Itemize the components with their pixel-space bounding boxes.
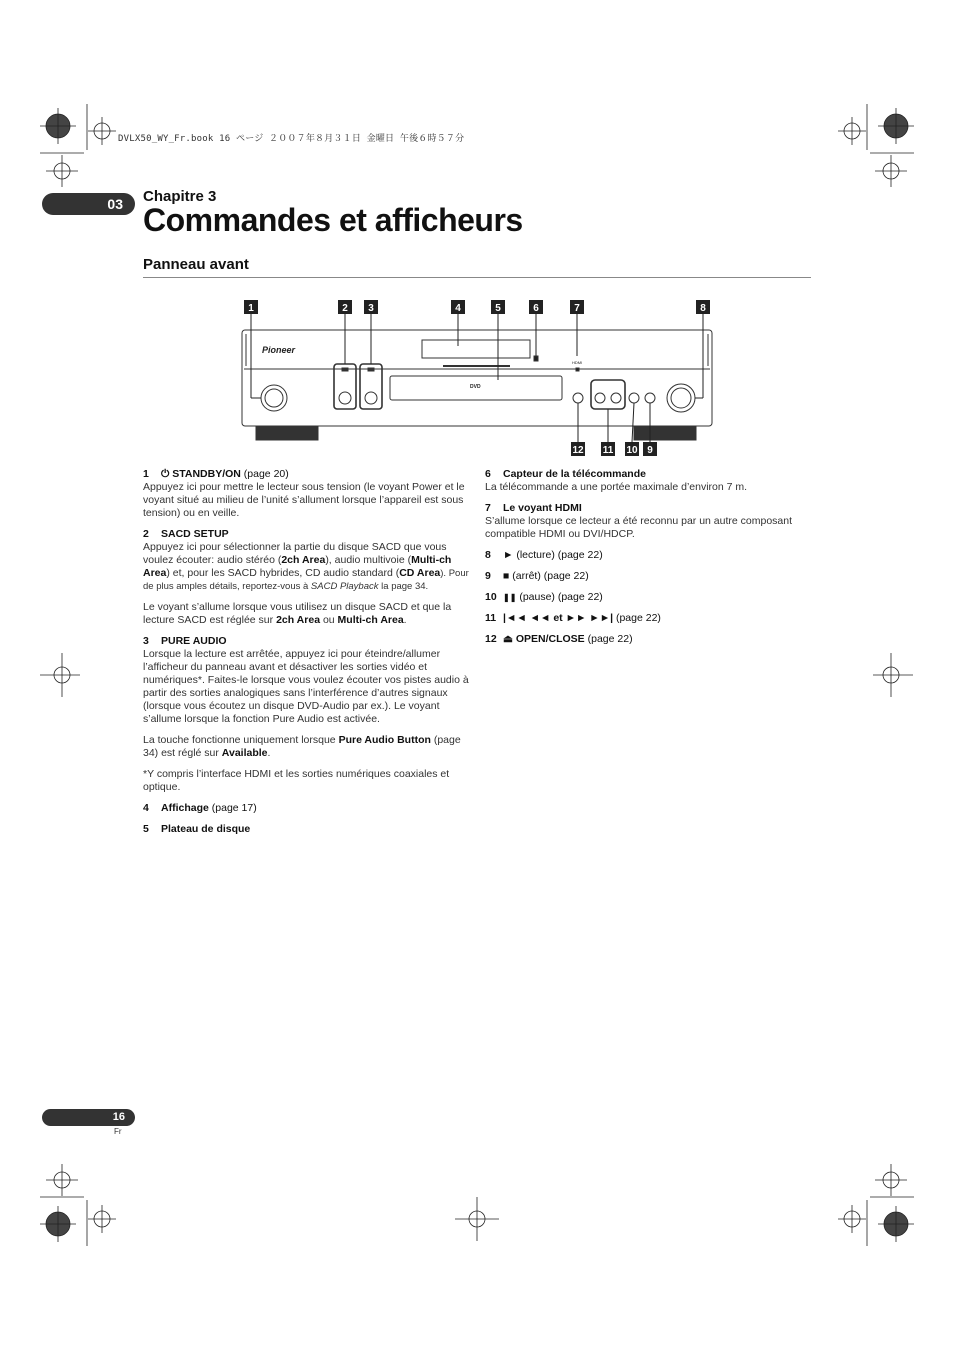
item-8-heading: 8 ► (lecture) (page 22) <box>485 549 603 561</box>
item-3-body-3: *Y compris l’interface HDMI et les sorties numériques coaxiales et optique. <box>143 768 450 793</box>
item-1-body: Appuyez ici pour mettre le lecteur sous tension (le voyant Power et le voyant situé au milieu de l’unité s’allument lorsque l’appareil est sous tension) ou en veille. <box>143 481 465 519</box>
pause-icon: ❚❚ <box>503 593 517 602</box>
item-7-body: S’allume lorsque ce lecteur a été reconnu par un autre composant compatible HDMI ou DVI/HDCP. <box>485 515 793 540</box>
foot-left <box>256 426 318 440</box>
item-6-heading: 6 Capteur de la télécommande <box>485 468 646 480</box>
stop-icon: ■ <box>503 570 510 582</box>
callout-5: 5 <box>495 303 501 314</box>
item-3-heading: 3 PURE AUDIO <box>143 635 227 647</box>
callout-9: 9 <box>647 445 653 456</box>
skip-scan-icons: |◄◄ ◄◄ et ►► ►►| <box>503 612 614 624</box>
callout-7: 7 <box>574 303 580 314</box>
eject-icon: ⏏ <box>503 633 513 645</box>
item-3-body-1: Lorsque la lecture est arrêtée, appuyez ici pour éteindre/allumer l’afficheur du panneau avant et désactiver les sorties vidéo et numériques*. Faites-le lorsque vous voulez écouter vos pistes audio à partir des sorties analogiques sans l’interférence d’autres signaux (lorsque vous écoutez un disque DVD-Audio par ex.). Le voyant s’allume lorsque la fonction Pure Audio est activée. <box>143 648 469 725</box>
item-6-body: La télécommande a une portée maximale d’environ 7 m. <box>485 481 748 493</box>
print-header: DVLX50_WY_Fr.book 16 ページ ２００７年８月３１日 金曜日 午後６時５７分 <box>118 134 465 144</box>
item-2-heading: 2 SACD SETUP <box>143 528 229 540</box>
item-2-body-1: Appuyez ici pour sélectionner la partie du disque SACD que vous voulez écouter: audio stéréo (2ch Area), audio multivoie (Multi-ch Area) et, pour les SACD hybrides, CD audio standard (CD Area). Pour de plus amples détails, reportez-vous à SACD Playback la page 34. <box>143 541 469 592</box>
callout-3: 3 <box>368 303 374 314</box>
foot-right <box>634 426 696 440</box>
hdmi-label: HDMI <box>572 360 583 365</box>
callout-1: 1 <box>248 303 254 314</box>
front-panel-diagram <box>238 296 718 462</box>
power-icon: ⏻ <box>161 468 173 480</box>
brand-logo: Pioneer <box>262 345 296 355</box>
left-column <box>143 468 469 836</box>
item-10-heading: 10 ❚❚ (pause) (page 22) <box>485 591 603 603</box>
play-icon: ► <box>503 549 514 561</box>
item-11-heading: 11 |◄◄ ◄◄ et ►► ►►| (page 22) <box>485 612 661 624</box>
item-1-heading: 1 ⏻ STANDBY/ON (page 20) <box>143 468 289 480</box>
player-body <box>242 330 712 426</box>
item-4-heading: 4 Affichage (page 17) <box>143 802 257 814</box>
section-title: Panneau avant <box>143 256 249 273</box>
language-code: Fr <box>114 1127 122 1136</box>
right-column <box>485 468 811 646</box>
page-title: Commandes et afficheurs <box>143 202 523 238</box>
chapter-number-tab: 03 <box>42 193 135 215</box>
callout-6: 6 <box>533 303 539 314</box>
item-7-heading: 7 Le voyant HDMI <box>485 502 582 514</box>
item-5-heading: 5 Plateau de disque <box>143 823 251 835</box>
callout-4: 4 <box>455 303 461 314</box>
callout-10: 10 <box>626 445 638 456</box>
page-number: 16 <box>42 1109 135 1126</box>
item-2-body-2: Le voyant s’allume lorsque vous utilisez un disque SACD et que la lecture SACD est réglée sur 2ch Area ou Multi-ch Area. <box>143 601 452 626</box>
callout-11: 11 <box>602 445 614 456</box>
callout-8: 8 <box>700 303 706 314</box>
item-3-body-2: La touche fonctionne uniquement lorsque Pure Audio Button (page 34) est réglé sur Available. <box>143 734 461 759</box>
section-divider <box>143 277 811 278</box>
item-9-heading: 9 ■ (arrêt) (page 22) <box>485 570 589 582</box>
display-window <box>422 340 530 358</box>
callout-2: 2 <box>342 303 348 314</box>
chapter-label: Chapitre 3 <box>143 188 217 205</box>
item-12-heading: 12 ⏏ OPEN/CLOSE (page 22) <box>485 633 633 645</box>
callout-12: 12 <box>572 445 584 456</box>
dvd-logo: DVD <box>470 384 481 390</box>
